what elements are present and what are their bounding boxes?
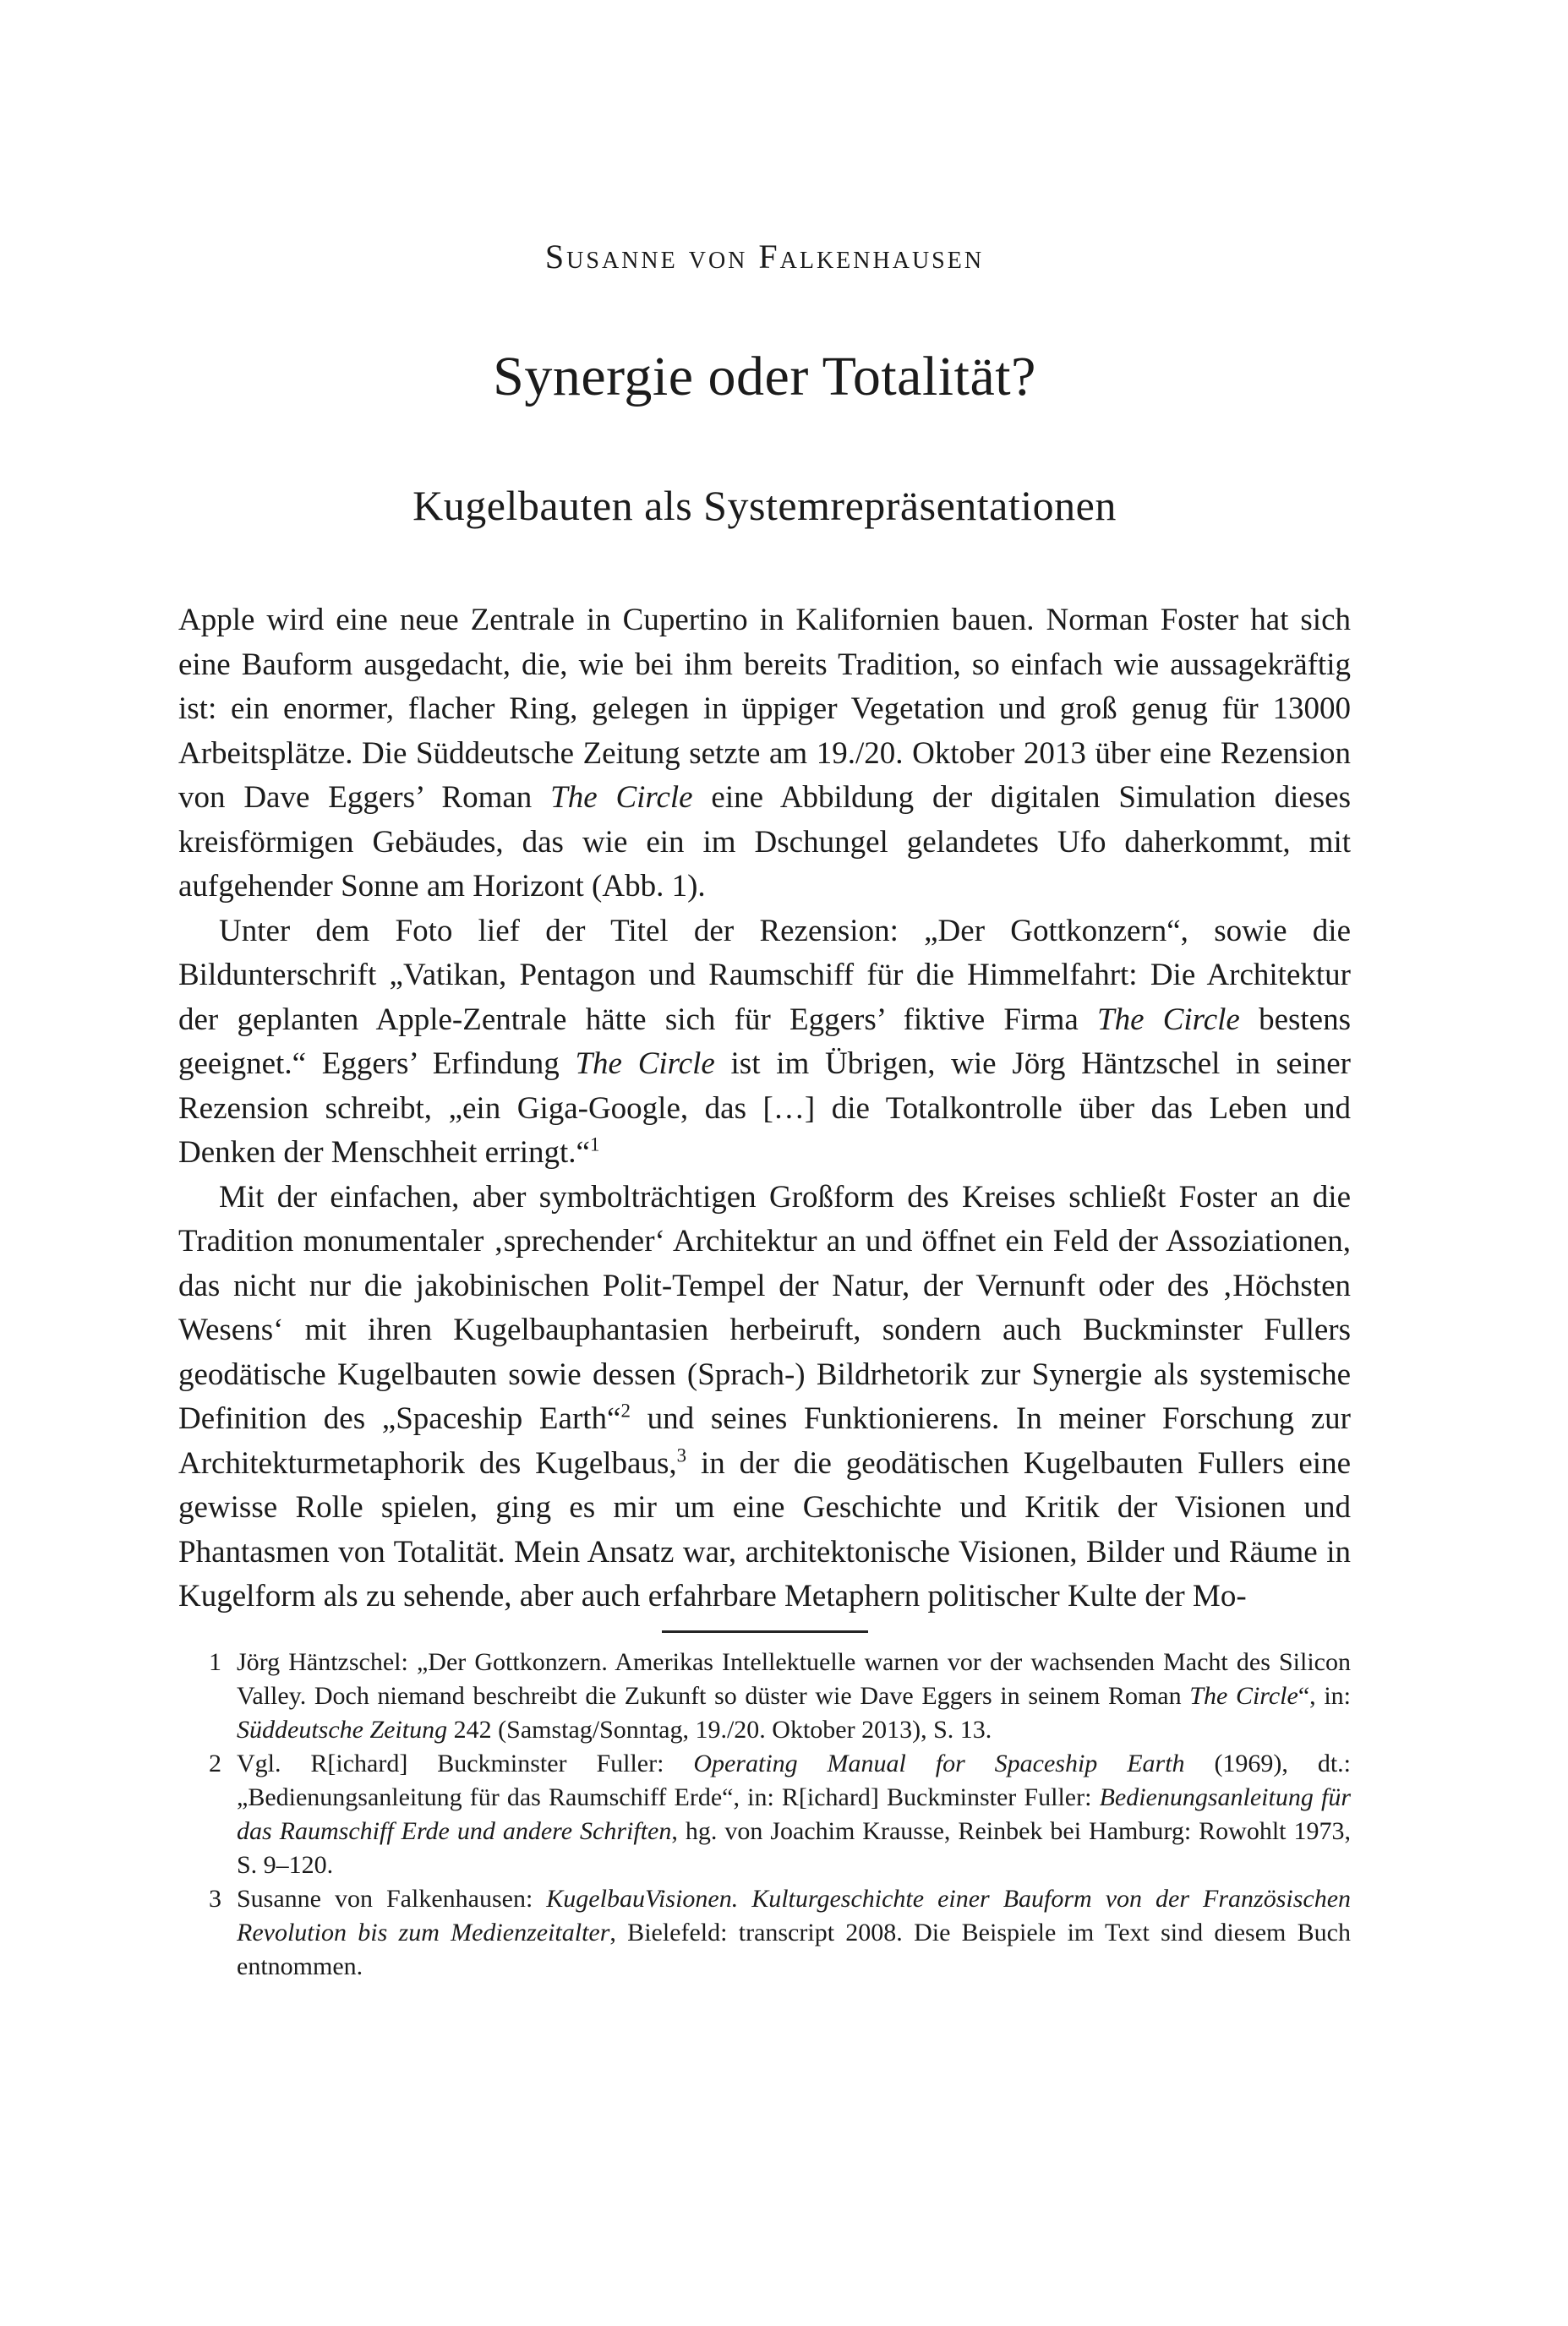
footnote [209, 1747, 1351, 1882]
paragraph: Apple wird eine neue Zentrale in Cupertino in Kalifornien bauen. Norman Foster hat sich eine Bauform ausgedacht, die, wie bei ihm bereits Tradition, so einfach wie aussagekräftig ist: ein enormer, flacher Ring, gelegen in üppiger Vegetation und groß genug für 13000 Arbeitsplätze. Die Süddeutsche Zeitung setzte am 19./20. Oktober 2013 über eine Rezension von Dave Eggers’ Roman The Circle eine Abbildung der digitalen Simulation dieses kreisförmigen Gebäudes, das wie ein im Dschungel gelandetes Ufo daherkommt, mit aufgehender Sonne am Horizont (Abb. 1). [178, 603, 1351, 904]
footnote-number: 3 [209, 1884, 221, 1913]
footnote [209, 1646, 1351, 1747]
author-line: Susanne von Falkenhausen [544, 238, 985, 276]
text-block [178, 240, 1351, 1984]
body-text [178, 598, 1351, 1619]
footnote-text: Susanne von Falkenhausen: KugelbauVisionen. Kulturgeschichte einer Bauform von der Französischen Revolution bis zum Medienzeitalter, Bielefeld: transcript 2008. Die Beispiele im Text sind diesem Buch entnommen. [237, 1884, 1352, 1980]
paragraph: Mit der einfachen, aber symbolträchtigen Großform des Kreises schließt Foster an die Tradition monumentaler ‚sprechender‘ Architektur an und öffnet ein Feld der Assoziationen, das nicht nur die jakobinischen Polit-Tempel der Natur, der Vernunft oder des ‚Höchsten Wesens‘ mit ihren Kugelbauphantasien herbeiruft, sondern auch Buckminster Fullers geodätische Kugelbauten sowie dessen (Sprach-) Bildrhetorik zur Synergie als systemische Definition des „Spaceship Earth“$^2$ und seines Funktionierens. In meiner Forschung zur Architekturmetaphorik des Kugelbaus,$^3$ in der die geodätischen Kugelbauten Fullers eine gewisse Rolle spielen, ging es mir um eine Geschichte und Kritik der Visionen und Phantasmen von Totalität. Mein Ansatz war, architektonische Visionen, Bilder und Räume in Kugelform als zu sehende, aber auch erfahrbare Metaphern politischer Kulte der Mo- [178, 1179, 1351, 1613]
footnote [209, 1882, 1352, 1984]
footnote-separator [662, 1630, 868, 1633]
paragraph: Unter dem Foto lief der Titel der Rezension: „Der Gottkonzern“, sowie die Bildunterschrift „Vatikan, Pentagon und Raumschiff für die Himmelfahrt: Die Architektur der geplanten Apple-Zentrale hätte sich für Eggers’ fiktive Firma The Circle bestens geeignet.“ Eggers’ Erfindung The Circle ist im Übrigen, wie Jörg Häntzschel in seiner Rezension schreibt, „ein Giga-Google, das […] die Totalkontrolle über das Leben und Denken der Menschheit erringt.“$^1$ [178, 913, 1351, 1170]
footnote-text: Vgl. R[ichard] Buckminster Fuller: Operating Manual for Spaceship Earth (1969), dt.: „Bedienungsanleitung für das Raumschiff Erde“, in: R[ichard] Buckminster Fuller: Bedienungsanleitung für das Raumschiff Erde und andere Schriften, hg. von Joachim Krausse, Reinbek bei Hamburg: Rowohlt 1973, S. 9–120. [237, 1749, 1351, 1879]
footnote-text: Jörg Häntzschel: „Der Gottkonzern. Amerikas Intellektuelle warnen vor der wachsenden Macht des Silicon Valley. Doch niemand beschreibt die Zukunft so düster wie Dave Eggers in seinem Roman The Circle“, in: Süddeutsche Zeitung 242 (Samstag/Sonntag, 19./20. Oktober 2013), S. 13. [237, 1647, 1351, 1744]
footnote-number: 2 [209, 1749, 221, 1777]
footnote-number: 1 [209, 1647, 221, 1676]
page-title: Synergie oder Totalität? [493, 346, 1036, 407]
page-subtitle: Kugelbauten als Systemrepräsentationen [412, 482, 1117, 529]
footnotes [178, 1646, 1351, 1984]
